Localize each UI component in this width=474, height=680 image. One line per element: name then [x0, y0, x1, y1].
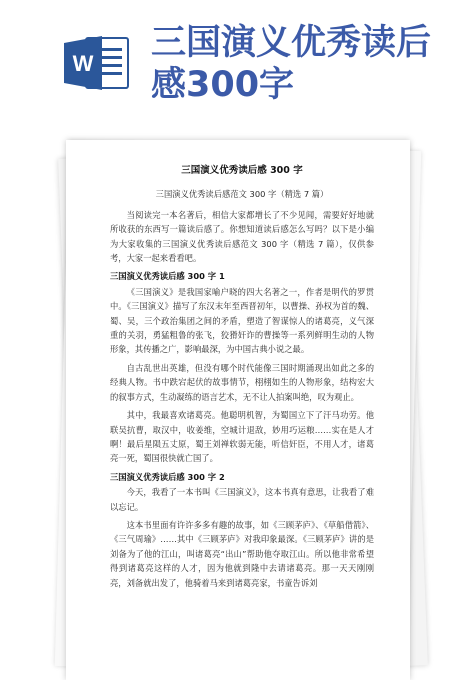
section-1-paragraph-3: 其中，我最喜欢诸葛亮。他聪明机智，为蜀国立下了汗马功劳。他联吴抗曹，取汉中，收姜维，空城计退敌，妙用巧运粮……实在是人才啊！最后星陨五丈原，蜀王刘禅软弱无能，听信奸臣，不用人才，诸葛亮一死，蜀国很快就亡国了。 — [110, 410, 374, 464]
section-2-paragraph-2: 这本书里面有许许多多有趣的故事，如《三顾茅庐》、《草船借箭》、《三气周瑜》……其中《三顾茅庐》对我印象最深。《三顾茅庐》讲的是刘备为了他的江山，叫诸葛亮“出山”帮助他夺取江山。所以他非常希望得到诸葛亮这样的人才，因为他就到隆中去请诸葛亮。那一天天刚刚亮，刘备就出发了，他骑着马来到诸葛亮家，书童告诉刘 — [110, 519, 374, 588]
banner-header — [0, 0, 474, 120]
section-1-paragraph-2: 自古乱世出英雄，但没有哪个时代能像三国时期涌现出如此之多的经典人物。书中跌宕起伏的故事情节，栩栩如生的人物形象，结构宏大的叙事方式，生动凝练的语言艺术，无不让人拍案叫绝，叹为观止。 — [110, 362, 374, 402]
section-2-heading: 三国演义优秀读后感 300 字 2 — [110, 471, 225, 482]
section-1-paragraph-1: 《三国演义》是我国家喻户晓的四大名著之一，作者是明代的罗贯中。《三国演义》描写了东汉末年至西晋初年，以曹操、孙权为首的魏、蜀、吴，三个政治集团之间的矛盾，塑造了智谋惊人的诸葛亮，义气深重的关羽，勇猛粗鲁的张飞，狡猾奸诈的曹操等一系列鲜明生动的人物形象，其传播之广，影响最深，为中国古典小说之最。 — [110, 286, 374, 355]
banner-title: 三国演义优秀读后感300字 — [151, 23, 432, 105]
document-title: 三国演义优秀读后感 300 字 — [181, 165, 303, 176]
document-page — [66, 140, 410, 680]
intro-paragraph: 当阅读完一本名著后，相信大家都增长了不少见闻，需要好好地就所收获的东西写一篇读后感了。你想知道读后感怎么写吗？以下是小编为大家收集的三国演义优秀读后感范文 300 字（精选 7 篇），仅供参考，大家一起来看看吧。 — [110, 209, 374, 264]
svg-text:W: W — [72, 51, 94, 76]
word-document-icon — [64, 35, 130, 91]
section-1-heading: 三国演义优秀读后感 300 字 1 — [110, 271, 225, 282]
document-subtitle: 三国演义优秀读后感范文 300 字（精选 7 篇） — [155, 189, 329, 200]
section-2-paragraph-1: 今天，我看了一本书叫《三国演义》，这本书真有意思，让我看了难以忘记。 — [110, 487, 374, 512]
